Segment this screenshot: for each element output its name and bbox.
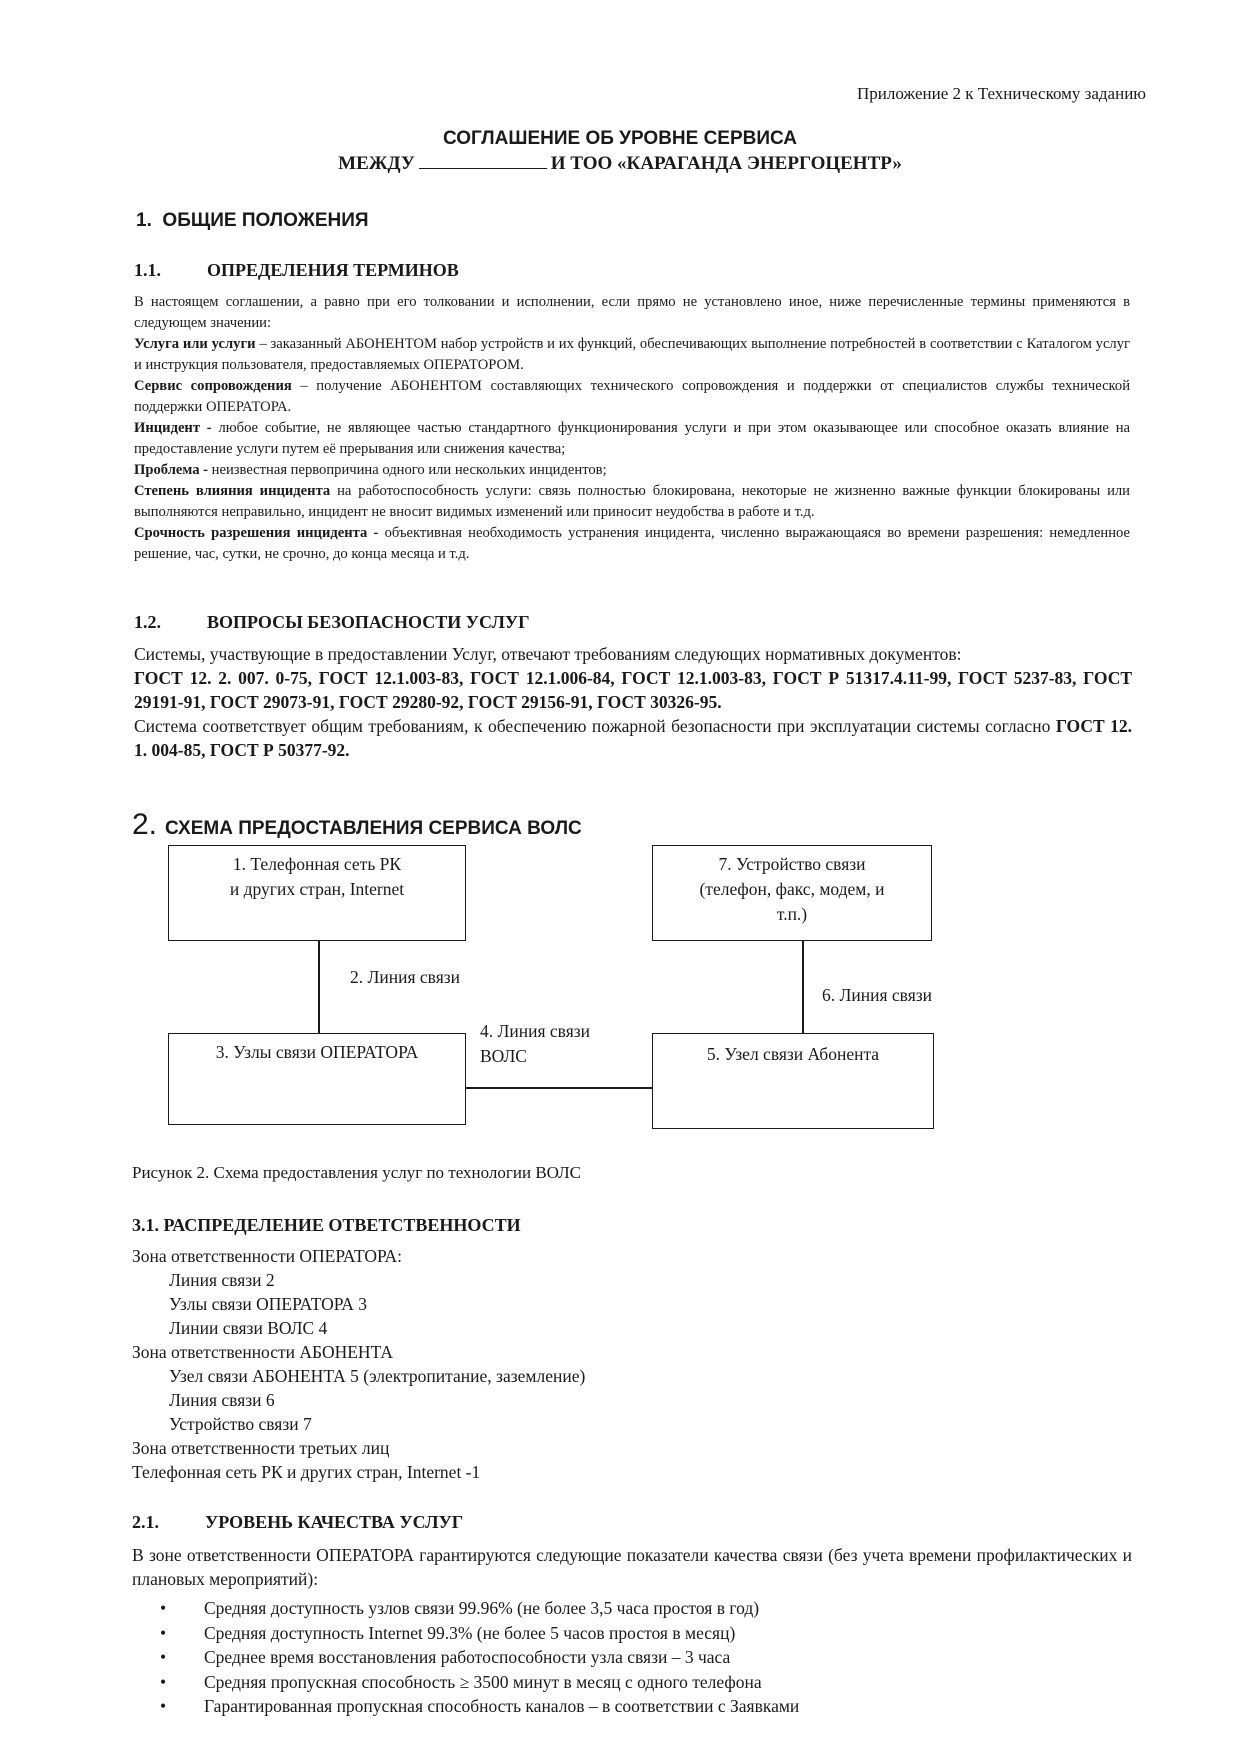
gost-list: ГОСТ 12. 2. 007. 0-75, ГОСТ 12.1.003-83, ГОСТ 12.1.006-84, ГОСТ 12.1.003-83, ГОСТ Р 51317.4.11-99, ГОСТ 5237-83, ГОСТ 29191-91, ГОСТ 29073-91, ГОСТ 29280-92, ГОСТ 29156-91, ГОСТ 30326-95. (134, 668, 1132, 712)
box-subscriber-node-label: 5. Узел связи Абонента (706, 1044, 880, 1064)
quality-bullet: • Средняя пропускная способность ≥ 3500 минут в месяц с одного телефона (160, 1670, 1140, 1695)
quality-bullet: • Средняя доступность узлов связи 99.96% (не более 3,5 часа простоя в год) (160, 1596, 1140, 1621)
box-operator-nodes-label: 3. Узлы связи ОПЕРАТОРА (215, 1042, 419, 1062)
section-2-number: 2. (132, 808, 158, 841)
responsibility-line: Зона ответственности ОПЕРАТОРА: (132, 1246, 403, 1266)
term-definition: – получение АБОНЕНТОМ составляющих технического сопровождения и поддержки от специалистов службы технической поддержки ОПЕРАТОРА. (134, 378, 1131, 415)
box-operator-nodes (168, 1033, 466, 1125)
link-line-4 (466, 1087, 652, 1089)
quality-intro-text: В зоне ответственности ОПЕРАТОРА гарантируются следующие показатели качества связи (без учета времени профилактических и плановых мероприятий): (132, 1545, 1132, 1589)
box-telephone-network-line: и других стран, Internet (229, 879, 405, 899)
section-1-1-heading (134, 260, 459, 281)
link-4-label-line: ВОЛС (480, 1046, 527, 1066)
link-4-label-line: 4. Линия связи (480, 1021, 591, 1041)
fire-safety-gost: ГОСТ 12. 1. 004-85, ГОСТ Р 50377-92. (134, 716, 1133, 760)
term-definition: любое событие, не являющее частью стандартного функционирования услуги и при этом оказывающее или способное оказать влияние на предоставление услуги путем её прерывания или снижения качества; (134, 420, 1130, 457)
security-intro: Системы, участвующие в предоставлении Услуг, отвечают требованиям следующих нормативных документов: (134, 644, 962, 664)
document-title: СОГЛАШЕНИЕ ОБ УРОВНЕ СЕРВИСА (442, 128, 797, 149)
box-communication-device-line: т.п.) (776, 904, 808, 924)
box-communication-device (652, 845, 932, 941)
fire-safety-paragraph (134, 714, 1132, 762)
term-name: Степень влияния инцидента (134, 483, 331, 499)
term-name: Проблема - (134, 462, 209, 478)
fire-safety-text: Система соответствует общим требованиям, к обеспечению пожарной безопасности при эксплуатации системы согласно (134, 716, 1051, 736)
appendix-note: Приложение 2 к Техническому заданию (857, 84, 1146, 103)
box-subscriber-node (652, 1033, 934, 1129)
responsibility-line: Узел связи АБОНЕНТА 5 (электропитание, заземление) (169, 1366, 586, 1386)
security-block (134, 642, 1132, 762)
quality-bullet: • Гарантированная пропускная способность каналов – в соответствии с Заявками (160, 1694, 1140, 1719)
term-definition: на работоспособность услуги: связь полностью блокирована, некоторые не жизненно важные функции блокированы или выполняются неправильно, инцидент не вносит видимых изменений или приносит неудобства в работе и т.д. (134, 483, 1130, 520)
section-2-title: СХЕМА ПРЕДОСТАВЛЕНИЯ СЕРВИСА ВОЛС (165, 818, 582, 839)
responsibility-line: Узлы связи ОПЕРАТОРА 3 (169, 1294, 368, 1314)
blank-party-field (419, 152, 547, 169)
term-row (134, 481, 1130, 523)
link-line-6 (802, 941, 804, 1033)
section-2-1-title: УРОВЕНЬ КАЧЕСТВА УСЛУГ (205, 1512, 464, 1532)
responsibility-line: Линия связи 2 (169, 1270, 275, 1290)
section-1-2-title: ВОПРОСЫ БЕЗОПАСНОСТИ УСЛУГ (207, 612, 530, 632)
link-line-2 (318, 941, 320, 1033)
quality-bullets (160, 1596, 1140, 1719)
responsibility-line: Зона ответственности АБОНЕНТА (132, 1342, 394, 1362)
section-1-1-title: ОПРЕДЕЛЕНИЯ ТЕРМИНОВ (207, 260, 459, 280)
quality-bullet: • Среднее время восстановления работоспособности узла связи – 3 часа (160, 1645, 1140, 1670)
responsibility-line: Устройство связи 7 (169, 1414, 312, 1434)
link-6-label: 6. Линия связи (822, 985, 933, 1005)
term-definition: – заказанный АБОНЕНТОМ набор устройств и их функций, обеспечивающих выполнение потребностей в соответствии с Каталогом услуг и инструкция пользователя, предоставляемых ОПЕРАТОРОМ. (134, 336, 1130, 373)
term-name: Срочность разрешения инцидента - (134, 525, 379, 541)
term-row (134, 523, 1130, 565)
section-1-2-heading (134, 612, 530, 633)
box-communication-device-line: 7. Устройство связи (718, 854, 866, 874)
section-2-1-heading (132, 1512, 463, 1533)
quality-bullet: • Средняя доступность Internet 99.3% (не более 5 часов простоя в месяц) (160, 1621, 1140, 1646)
definitions-block (134, 292, 1130, 565)
responsibility-line: Линии связи ВОЛС 4 (169, 1318, 328, 1338)
box-telephone-network (168, 845, 466, 941)
section-1-title: ОБЩИЕ ПОЛОЖЕНИЯ (162, 210, 369, 231)
term-row (134, 418, 1130, 460)
link-4-label (480, 1019, 590, 1069)
section-1-number: 1. (136, 210, 152, 231)
responsibility-line: Линия связи 6 (169, 1390, 275, 1410)
subtitle-between: МЕЖДУ (338, 153, 415, 174)
term-name: Инцидент - (134, 420, 212, 436)
term-definition: неизвестная первопричина одного или нескольких инцидентов; (208, 462, 607, 478)
section-2-1-number: 2.1. (132, 1512, 159, 1532)
link-2-label: 2. Линия связи (350, 967, 461, 987)
term-name: Услуга или услуги (134, 336, 256, 352)
definitions-intro: В настоящем соглашении, а равно при его толковании и исполнении, если прямо не установлено иное, ниже перечисленные термины применяются в следующем значении: (134, 294, 1130, 331)
term-row (134, 460, 1130, 481)
subtitle-party: И ТОО «КАРАГАНДА ЭНЕРГОЦЕНТР» (550, 153, 902, 174)
section-1-1-number: 1.1. (134, 260, 161, 280)
term-row (134, 334, 1130, 376)
figure-caption: Рисунок 2. Схема предоставления услуг по технологии ВОЛС (132, 1163, 581, 1182)
document-subtitle (0, 152, 1240, 175)
section-1-heading (136, 210, 369, 232)
term-name: Сервис сопровождения (134, 378, 292, 394)
term-definition: объективная необходимость устранения инцидента, численно выражающаяся во времени разрешения: немедленное решение, час, сутки, не срочно, до конца месяца и т.д. (134, 525, 1130, 562)
box-telephone-network-line: 1. Телефонная сеть РК (232, 854, 402, 874)
quality-intro (132, 1543, 1132, 1591)
section-2-heading (132, 808, 582, 842)
box-communication-device-line: (телефон, факс, модем, и (699, 879, 885, 899)
responsibility-line: Зона ответственности третьих лиц (132, 1438, 390, 1458)
term-row (134, 376, 1130, 418)
section-3-1-heading: 3.1. РАСПРЕДЕЛЕНИЕ ОТВЕТСТВЕННОСТИ (132, 1215, 521, 1235)
section-1-2-number: 1.2. (134, 612, 161, 632)
responsibility-line: Телефонная сеть РК и других стран, Internet -1 (132, 1462, 481, 1482)
responsibility-list (132, 1244, 585, 1484)
